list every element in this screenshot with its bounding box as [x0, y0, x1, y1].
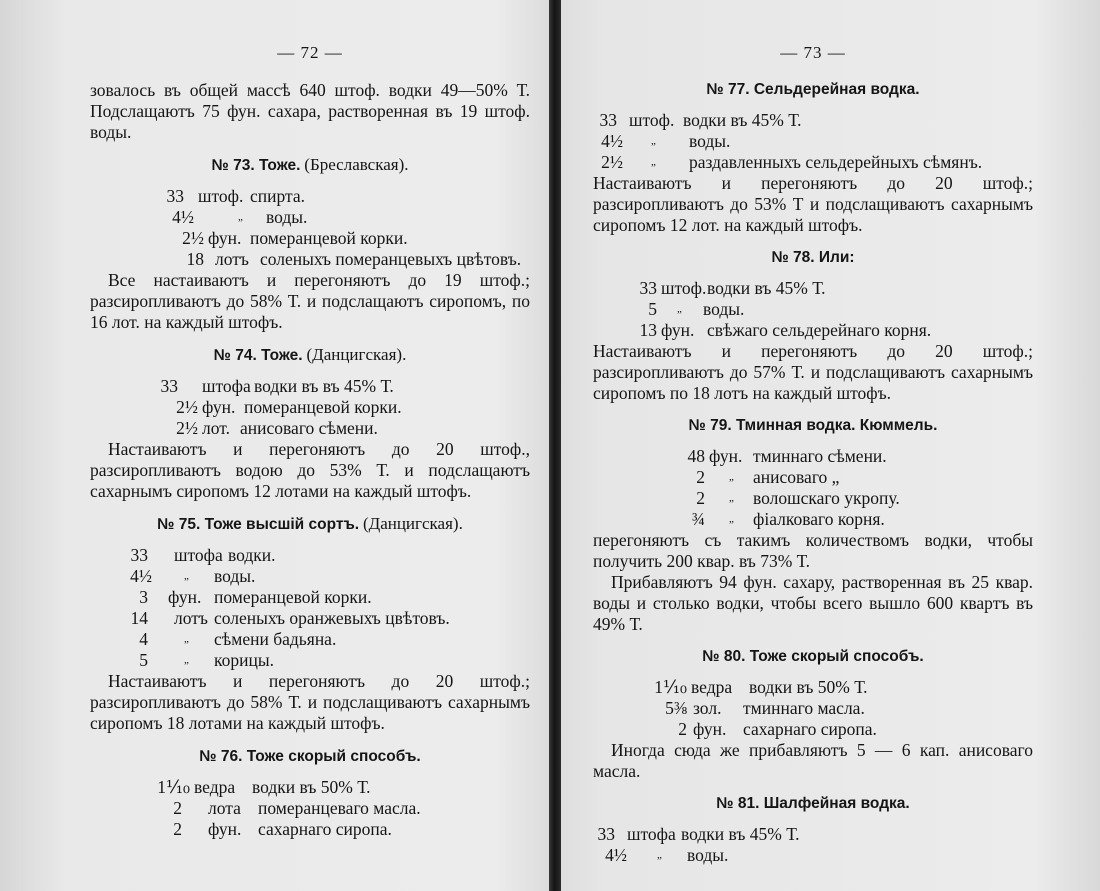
ingredient-row: [593, 110, 1033, 131]
ingredient-qty: 2½: [182, 228, 204, 248]
recipe-instructions: Прибавляютъ 94 фун. сахару, растворенная въ 25 квар. воды и столько водки, чтобы всего вышло 600 квартъ въ 49% Т.: [593, 572, 1033, 634]
ingredient-qty: 33: [166, 186, 184, 206]
ingredient-name: воды.: [687, 845, 729, 865]
ingredient-unit: „: [651, 135, 656, 147]
recipe-title: № 76. Тоже скорый способъ.: [199, 748, 421, 765]
ingredient-unit: ведра: [194, 777, 236, 797]
ingredient-row: [593, 488, 1033, 509]
ingredient-row: [593, 509, 1033, 530]
ingredient-qty: 2: [173, 819, 182, 839]
recipe-title: № 74. Тоже.: [213, 347, 303, 364]
recipe-instructions: Иногда сюда же прибавляютъ 5 — 6 кап. анисоваго масла.: [593, 740, 1033, 781]
ingredient-row: [90, 228, 530, 249]
ingredient-qty: 3: [139, 587, 148, 607]
recipe-instructions: Настаиваютъ и перегоняютъ до 20 штоф.; разсиропливаютъ до 58% Т. и подслащиваютъ сахарнымъ сиропомъ 18 лотами на каждый штофъ.: [90, 671, 530, 733]
ingredient-qty: 4½: [605, 845, 627, 865]
ingredient-qty: 4: [139, 629, 148, 649]
ingredient-row: [90, 397, 530, 418]
ingredient-unit: „: [729, 471, 734, 483]
ingredient-name: воды.: [689, 131, 731, 151]
ingredient-row: [593, 152, 1033, 173]
ingredient-qty: 2: [696, 488, 705, 508]
ingredient-unit: зол.: [693, 698, 722, 718]
ingredient-row: [593, 677, 1033, 698]
recipe-note: (Данцигская).: [362, 514, 463, 533]
ingredient-unit: „: [677, 303, 682, 315]
ingredient-row: [90, 566, 530, 587]
recipe-title: № 79. Тминная водка. Кюммель.: [688, 417, 938, 434]
recipe-heading: [593, 248, 1033, 268]
ingredient-unit: „: [184, 654, 189, 666]
ingredient-unit: лотъ: [215, 249, 249, 269]
recipe-title: № 77. Сельдерейная водка.: [706, 81, 920, 98]
ingredient-row: [90, 587, 530, 608]
ingredient-name: анисоваго сѣмени.: [240, 418, 378, 438]
ingredient-qty: 2½: [176, 418, 198, 438]
ingredient-unit: „: [651, 156, 656, 168]
ingredient-unit: фун.: [208, 228, 242, 248]
ingredient-name: соленыхъ померанцевыхъ цвѣтовъ.: [260, 249, 522, 269]
recipe-heading: [593, 80, 1033, 100]
ingredient-row: [90, 207, 530, 228]
ingredient-name: сахарнаго сиропа.: [258, 819, 392, 839]
ingredient-row: [593, 446, 1033, 467]
ingredient-unit: лотъ: [174, 608, 208, 628]
ingredient-unit: „: [184, 633, 189, 645]
ingredient-qty: 33: [599, 110, 617, 130]
ingredient-unit: штоф.: [661, 278, 707, 298]
ingredient-name: тминнаго сѣмени.: [753, 446, 887, 466]
ingredient-row: [593, 131, 1033, 152]
intro-paragraph: зовалось въ общей массѣ 640 штоф. водки 49—50% Т. Подслащаютъ 75 фун. сахара, растворенная въ 19 штоф. воды.: [90, 80, 530, 142]
ingredient-unit: штофа: [202, 376, 251, 396]
ingredient-unit: ведра: [691, 677, 733, 697]
ingredient-qty: 33: [639, 278, 657, 298]
ingredient-name: свѣжаго сельдерейнаго корня.: [707, 320, 932, 340]
ingredient-qty: 5: [648, 299, 657, 319]
ingredient-unit: лота: [208, 798, 241, 818]
recipe-heading: [593, 794, 1033, 814]
recipe-title: № 73. Тоже.: [211, 157, 301, 174]
ingredient-name: водки въ 45% Т.: [707, 278, 826, 298]
recipe-instructions: перегоняютъ съ такимъ количествомъ водки, чтобы получить 200 квар. въ 73% Т.: [593, 530, 1033, 571]
ingredient-unit: фун.: [202, 397, 236, 417]
ingredient-row: [593, 320, 1033, 341]
ingredient-row: [90, 418, 530, 439]
recipe-heading: [90, 155, 530, 176]
ingredient-name: водки въ 45% Т.: [683, 110, 802, 130]
ingredient-name: водки.: [228, 545, 276, 565]
ingredient-row: [90, 798, 530, 819]
recipe-heading: [593, 416, 1033, 436]
right-page: [593, 42, 1033, 866]
ingredient-qty: 18: [186, 249, 204, 269]
recipe-instructions: Настаиваютъ и перегоняютъ до 20 штоф., разсиропливаютъ водою до 53% Т. и подслащаютъ сахарнымъ сиропомъ 12 лотами на каждый штофъ.: [90, 439, 530, 501]
ingredient-row: [90, 777, 530, 798]
page-number: — 73 —: [780, 43, 846, 62]
ingredient-row: [593, 299, 1033, 320]
ingredient-name: померанцевой корки.: [214, 587, 372, 607]
ingredient-row: [90, 608, 530, 629]
ingredient-name: водки въ 50% Т.: [252, 777, 371, 797]
ingredient-name: волошскаго укропу.: [753, 488, 900, 508]
ingredient-name: померанцевой корки.: [244, 397, 402, 417]
ingredient-name: тминнаго масла.: [743, 698, 865, 718]
ingredient-qty: 2½: [176, 397, 198, 417]
recipe-heading: [90, 514, 530, 535]
ingredient-row: [593, 719, 1033, 740]
ingredient-unit: штоф.: [198, 186, 244, 206]
recipe-note: (Данцигская).: [306, 345, 407, 364]
recipe-title: № 80. Тоже скорый способъ.: [702, 648, 924, 665]
ingredient-row: [593, 698, 1033, 719]
ingredient-qty: 33: [160, 376, 178, 396]
ingredient-qty: 2: [678, 719, 687, 739]
ingredient-name: померанцевой корки.: [250, 228, 408, 248]
ingredient-qty: 4½: [601, 131, 623, 151]
ingredient-row: [593, 467, 1033, 488]
ingredient-qty: 4½: [172, 207, 194, 227]
ingredient-name: водки въ въ 45% Т.: [254, 376, 394, 396]
ingredient-name: сахарнаго сиропа.: [743, 719, 877, 739]
recipe-title: № 81. Шалфейная водка.: [716, 795, 910, 812]
ingredient-unit: штофа: [627, 824, 676, 844]
ingredient-qty: 13: [639, 320, 657, 340]
recipe-instructions: Настаиваютъ и перегоняютъ до 20 штоф.; разсиропливаютъ до 57% Т. и подслащиваютъ сахарнымъ сиропомъ по 18 лотъ на каждый штофъ.: [593, 341, 1033, 403]
recipe-instructions: Все настаиваютъ и перегоняютъ до 19 штоф.; разсиропливаютъ до 58% Т. и подслащаютъ сиропомъ, по 16 лот. на каждый штофъ.: [90, 270, 530, 332]
ingredient-name: сѣмени бадьяна.: [214, 629, 337, 649]
ingredient-row: [90, 186, 530, 207]
ingredient-name: померанцеваго масла.: [258, 798, 421, 818]
ingredient-qty: 4½: [130, 566, 152, 586]
recipe-note: (Бреславская).: [304, 155, 409, 174]
ingredient-qty: 2: [173, 798, 182, 818]
ingredient-qty: 33: [130, 545, 148, 565]
ingredient-name: спирта.: [250, 186, 306, 206]
ingredient-row: [593, 278, 1033, 299]
ingredient-row: [90, 249, 530, 270]
ingredient-qty: ¾: [691, 509, 705, 529]
ingredient-qty: 5: [139, 650, 148, 670]
recipe-instructions: Настаиваютъ и перегоняютъ до 20 штоф.; разсиропливаютъ до 53% Т и подслащиваютъ сахарнымъ сиропомъ 12 лот. на каждый штофъ.: [593, 173, 1033, 235]
recipe-heading: [593, 647, 1033, 667]
ingredient-unit: „: [238, 211, 243, 223]
recipe-title: № 75. Тоже высшій сортъ.: [157, 516, 360, 533]
ingredient-name: воды.: [703, 299, 745, 319]
ingredient-row: [90, 650, 530, 671]
ingredient-qty: 2½: [601, 152, 623, 172]
ingredient-qty: 48: [687, 446, 705, 466]
ingredient-row: [593, 824, 1033, 845]
ingredient-row: [90, 545, 530, 566]
ingredient-name: анисоваго „: [753, 467, 840, 487]
ingredient-unit: лот.: [202, 418, 230, 438]
ingredient-unit: фун.: [693, 719, 727, 739]
ingredient-name: соленыхъ оранжевыхъ цвѣтовъ.: [214, 608, 450, 628]
ingredient-qty: 14: [130, 608, 148, 628]
ingredient-name: водки въ 50% Т.: [749, 677, 868, 697]
ingredient-name: раздавленныхъ сельдерейныхъ сѣмянъ.: [689, 152, 983, 172]
recipe-heading: [90, 746, 530, 767]
ingredient-unit: фун.: [208, 819, 242, 839]
ingredient-name: воды.: [214, 566, 256, 586]
ingredient-qty: 5⅜: [665, 698, 687, 718]
ingredient-row: [90, 629, 530, 650]
ingredient-qty: 2: [696, 467, 705, 487]
ingredient-unit: штоф.: [629, 110, 675, 130]
ingredient-unit: „: [729, 513, 734, 525]
ingredient-row: [90, 819, 530, 840]
ingredient-unit: „: [657, 849, 662, 861]
ingredient-name: корицы.: [214, 650, 274, 670]
page-number: — 72 —: [277, 43, 343, 62]
ingredient-unit: фун.: [661, 320, 695, 340]
ingredient-name: фіалковаго корня.: [753, 509, 885, 529]
ingredient-row: [593, 845, 1033, 866]
ingredient-unit: „: [729, 492, 734, 504]
ingredient-qty: 1⅒: [654, 677, 687, 697]
ingredient-row: [90, 376, 530, 397]
left-page: [90, 42, 530, 840]
ingredient-unit: „: [184, 570, 189, 582]
recipe-heading: [90, 345, 530, 366]
ingredient-unit: штофа: [174, 545, 223, 565]
ingredient-qty: 33: [597, 824, 615, 844]
ingredient-name: воды.: [266, 207, 308, 227]
book-gutter: [549, 0, 561, 891]
ingredient-unit: фун.: [709, 446, 743, 466]
recipe-title: № 78. Или:: [771, 249, 855, 266]
ingredient-qty: 1⅒: [157, 777, 190, 797]
ingredient-unit: фун.: [168, 587, 202, 607]
ingredient-name: водки въ 45% Т.: [681, 824, 800, 844]
